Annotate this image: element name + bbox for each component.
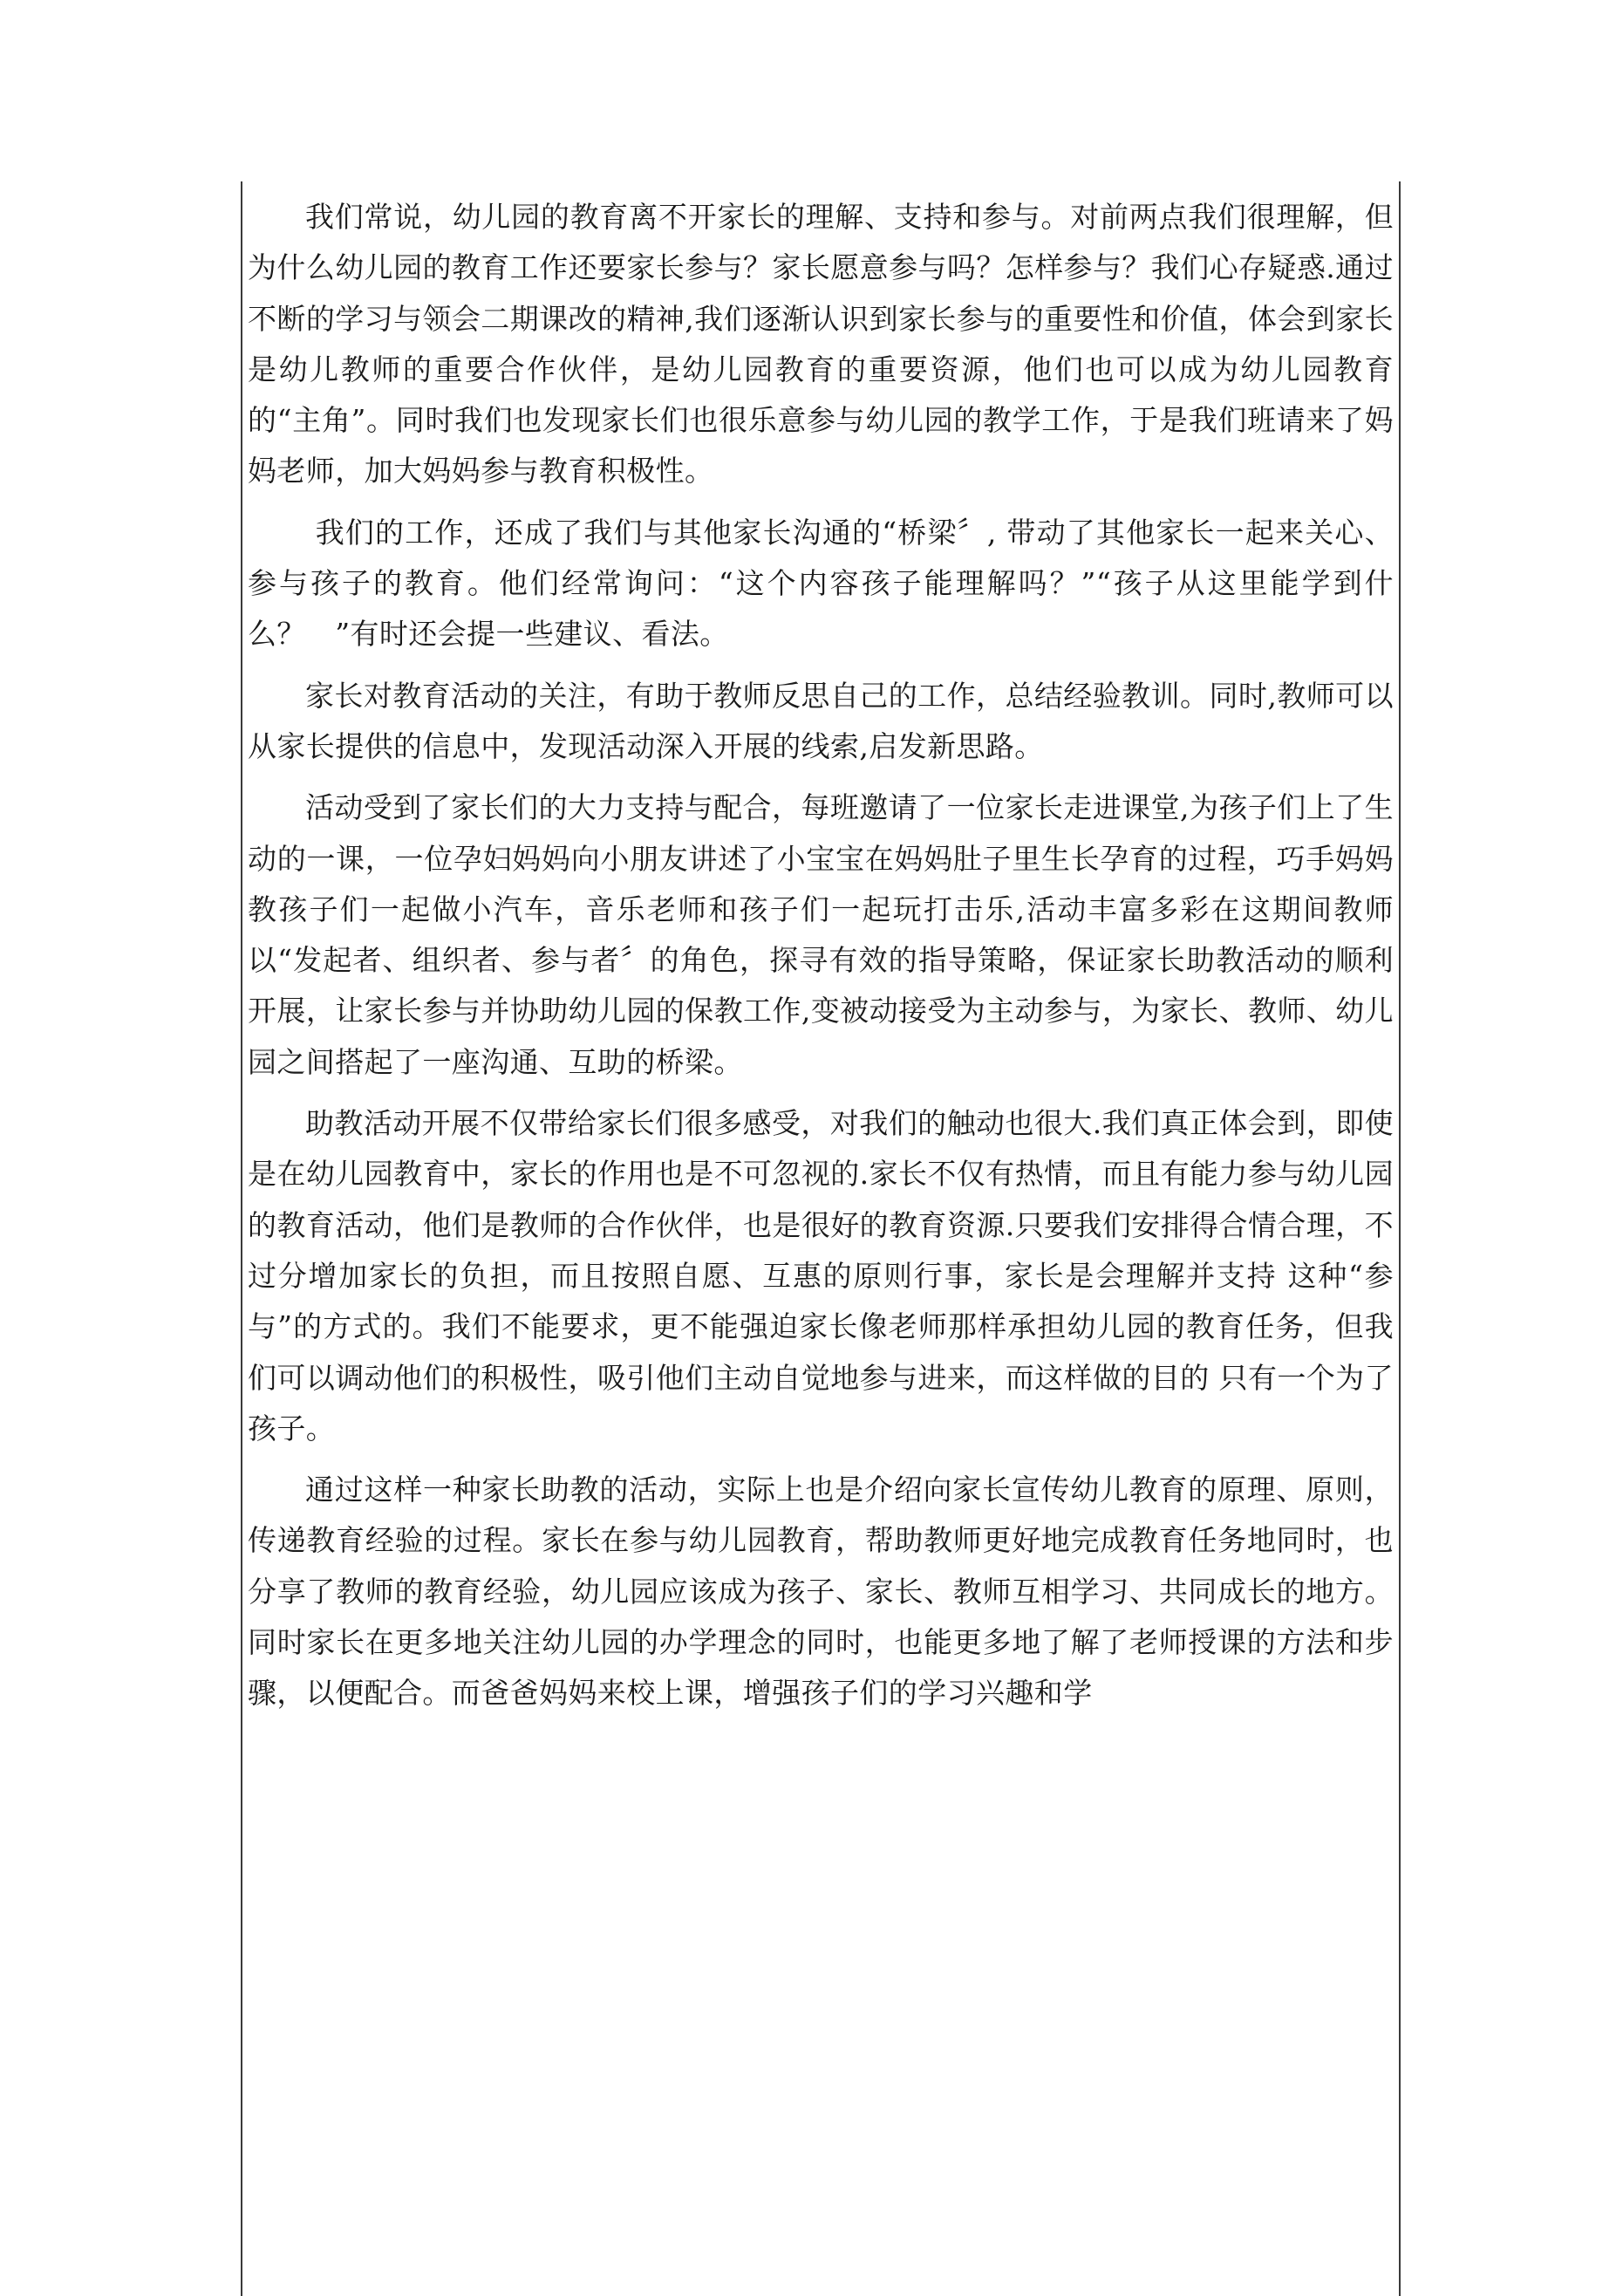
paragraph-3: 家长对教育活动的关注，有助于教师反思自己的工作，总结经验教训。同时,教师可以从家长提供的信息中，发现活动深入开展的线索,启发新思路。 — [248, 678, 1394, 763]
document-body — [248, 192, 1403, 1719]
paragraph-5: 助教活动开展不仅带给家长们很多感受，对我们的触动也很大.我们真正体会到，即使是在幼儿园教育中，家长的作用也是不可忽视的.家长不仅有热情，而且有能力参与幼儿园的教育活动，他们是教师的合作伙伴，也是很好的教育资源.只要我们安排得合情合理，不过分增加家长的负担，而且按照自愿、互惠的原则行事，家长是会理解并支持 这种“参与”的方式的。我们不能要求，更不能强迫家长像老师那样承担幼儿园的教育任务，但我们可以调动他们的积极性，吸引他们主动自觉地参与进来，而这样做的目的 只有一个为了孩子。 — [248, 1106, 1394, 1445]
paragraph-1: 我们常说，幼儿园的教育离不开家长的理解、支持和参与。对前两点我们很理解，但为什么幼儿园的教育工作还要家长参与？家长愿意参与吗？怎样参与？我们心存疑惑.通过不断的学习与领会二期课改的精神,我们逐渐认识到家长参与的重要性和价值，体会到家长是幼儿教师的重要合作伙伴，是幼儿园教育的重要资源，他们也可以成为幼儿园教育的“主角”。同时我们也发现家长们也很乐意参与幼儿园的教学工作，于是我们班请来了妈妈老师，加大妈妈参与教育积极性。 — [248, 200, 1394, 489]
table-cell-frame — [241, 181, 1401, 2296]
paragraph-2: 我们的工作，还成了我们与其他家长沟通的“桥梁〞, 带动了其他家长一起来关心、参与孩子的教育。他们经常询问：“这个内容孩子能理解吗？”“孩子从这里能学到什么？ ”有时还会提一些建议、看法。 — [248, 515, 1394, 652]
paragraph-6: 通过这样一种家长助教的活动，实际上也是介绍向家长宣传幼儿教育的原理、原则，传递教育经验的过程。家长在参与幼儿园教育，帮助教师更好地完成教育任务地同时，也 分享了教师的教育经验，幼儿园应该成为孩子、家长、教师互相学习、共同成长的地方。同时家长在更多地关注幼儿园的办学理念的同时，也能更多地了解了老师授课的方法和步骤，以便配合。而爸爸妈妈来校上课，增强孩子们的学习兴趣和学 — [248, 1473, 1403, 1711]
paragraph-4: 活动受到了家长们的大力支持与配合，每班邀请了一位家长走进课堂,为孩子们上了生动的一课，一位孕妇妈妈向小朋友讲述了小宝宝在妈妈肚子里生长孕育的过程，巧手妈妈教孩子们一起做小汽车，音乐老师和孩子们一起玩打击乐,活动丰富多彩在这期间教师以“发起者、组织者、参与者〞的角色，探寻有效的指导策略，保证家长助教活动的顺利开展，让家长参与并协助幼儿园的保教工作,变被动接受为主动参与，为家长、教师、幼儿园之间搭起了一座沟通、互助的桥梁。 — [248, 790, 1394, 1079]
